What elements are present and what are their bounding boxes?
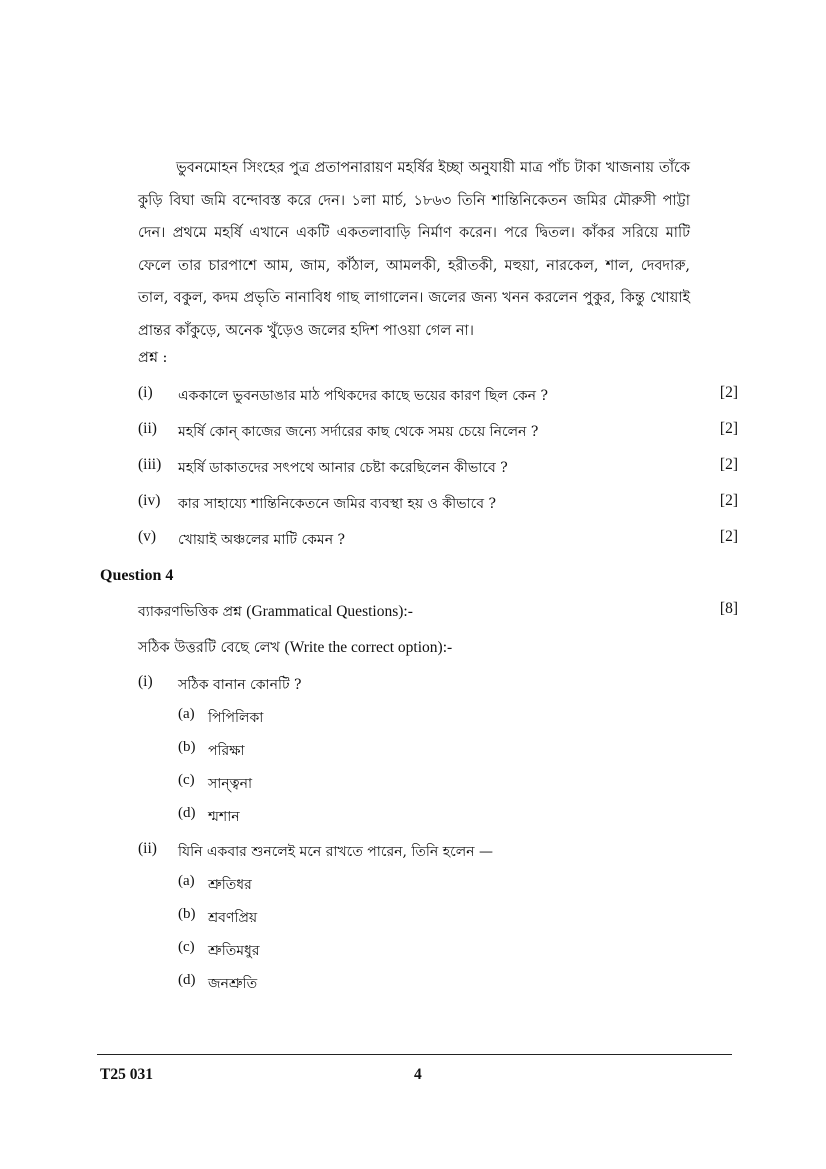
question-text: কার সাহায্যে শান্তিনিকেতনে জমির ব্যবস্থা হয় ও কীভাবে ? [178, 496, 496, 512]
grammar-question-text: সঠিক বানান কোনটি ? [178, 677, 302, 693]
passage-paragraph: ভুবনমোহন সিংহের পুত্র প্রতাপনারায়ণ মহর্ষির ইচ্ছা অনুযায়ী মাত্র পাঁচ টাকা খাজনায় তাঁকে কুড়ি বিঘা জমি বন্দোবস্ত করে দেন। ১লা মার্চ, ১৮৬৩ তিনি শান্তিনিকেতন জমির মৌরুসী পাট্টা দেন। প্রথমে মহর্ষি এখানে একটি একতলাবাড়ি নির্মাণ করেন। পরে দ্বিতল। কাঁকর সরিয়ে মাটি ফেলে তার চারপাশে আম, জাম, কাঁঠাল, আমলকী, হরীতকী, মহুয়া, নারকেল, শাল, দেবদারু, তাল, বকুল, কদম প্রভৃতি নানাবিধ গাছ লাগালেন। জলের জন্য খনন করলেন পুকুর, কিন্তু খোয়াই প্রান্তর কাঁকুড়ে, অনেক খুঁড়েও জলের হদিশ পাওয়া গেল না। [138, 160, 690, 339]
question-row [138, 420, 738, 442]
grammar-question-text: যিনি একবার শুনলেই মনে রাখতে পারেন, তিনি হলেন — [178, 844, 493, 860]
instruction-en: (Write the correct option):- [284, 639, 453, 656]
page-number: 4 [414, 1066, 422, 1083]
question-marks: [2] [719, 384, 738, 401]
question-marks: [2] [719, 420, 738, 437]
option-text: শ্রবণপ্রিয় [208, 910, 258, 926]
question-row [138, 456, 738, 478]
option-letter: (b) [178, 906, 196, 922]
option-letter: (d) [178, 972, 196, 988]
option-text: শ্রুতিমধুর [208, 943, 260, 959]
option-letter: (c) [178, 772, 195, 788]
option-text: জনশ্রুতি [208, 976, 258, 992]
question-row [138, 528, 738, 550]
grammar-question-number: (ii) [138, 840, 157, 857]
question-number: (iv) [138, 492, 161, 509]
option-text: শ্মশান [208, 809, 240, 825]
option-letter: (a) [178, 706, 195, 722]
option-text: পিপিলিকা [208, 710, 264, 726]
grammar-section-title [138, 600, 413, 624]
question-marks: [2] [719, 528, 738, 545]
questions-label: প্রশ্ন : [138, 350, 168, 366]
question-number: (v) [138, 528, 157, 545]
instruction-line [138, 637, 452, 661]
question-number: (i) [138, 384, 153, 401]
grammar-title-en: (Grammatical Questions):- [246, 603, 413, 620]
question-row [138, 492, 738, 514]
question-number: (iii) [138, 456, 162, 473]
option-text: সান্ত্বনা [208, 776, 253, 792]
question-text: মহর্ষি ডাকাতদের সৎপথে আনার চেষ্টা করেছিলেন কীভাবে ? [178, 460, 508, 476]
question-text: খোয়াই অঞ্চলের মাটি কেমন ? [178, 532, 346, 548]
option-letter: (d) [178, 805, 196, 821]
paper-code: T25 031 [100, 1066, 153, 1083]
question-marks: [2] [719, 456, 738, 473]
option-text: পরিক্ষা [208, 743, 245, 759]
question-text: এককালে ভুবনডাঙার মাঠ পথিকদের কাছে ভয়ের কারণ ছিল কেন ? [178, 388, 548, 404]
grammar-question-row [138, 840, 738, 862]
question-row [138, 384, 738, 406]
question-text: মহর্ষি কোন্ কাজের জন্যে সর্দারের কাছ থেকে সময় চেয়ে নিলেন ? [178, 424, 539, 440]
option-letter: (c) [178, 939, 195, 955]
grammar-question-row [138, 673, 738, 695]
option-text: শ্রুতিধর [208, 877, 252, 893]
option-letter: (a) [178, 873, 195, 889]
grammar-section-row [138, 600, 738, 622]
option-letter: (b) [178, 739, 196, 755]
grammar-question-number: (i) [138, 673, 153, 690]
instruction-bn: সঠিক উত্তরটি বেছে লেখ [138, 640, 280, 656]
question-number: (ii) [138, 420, 157, 437]
question-marks: [2] [719, 492, 738, 509]
footer-divider [97, 1054, 732, 1055]
question-4-heading: Question 4 [100, 567, 174, 584]
grammar-marks: [8] [719, 600, 738, 617]
grammar-title-bn: ব্যাকরণভিত্তিক প্রশ্ন [138, 604, 242, 620]
